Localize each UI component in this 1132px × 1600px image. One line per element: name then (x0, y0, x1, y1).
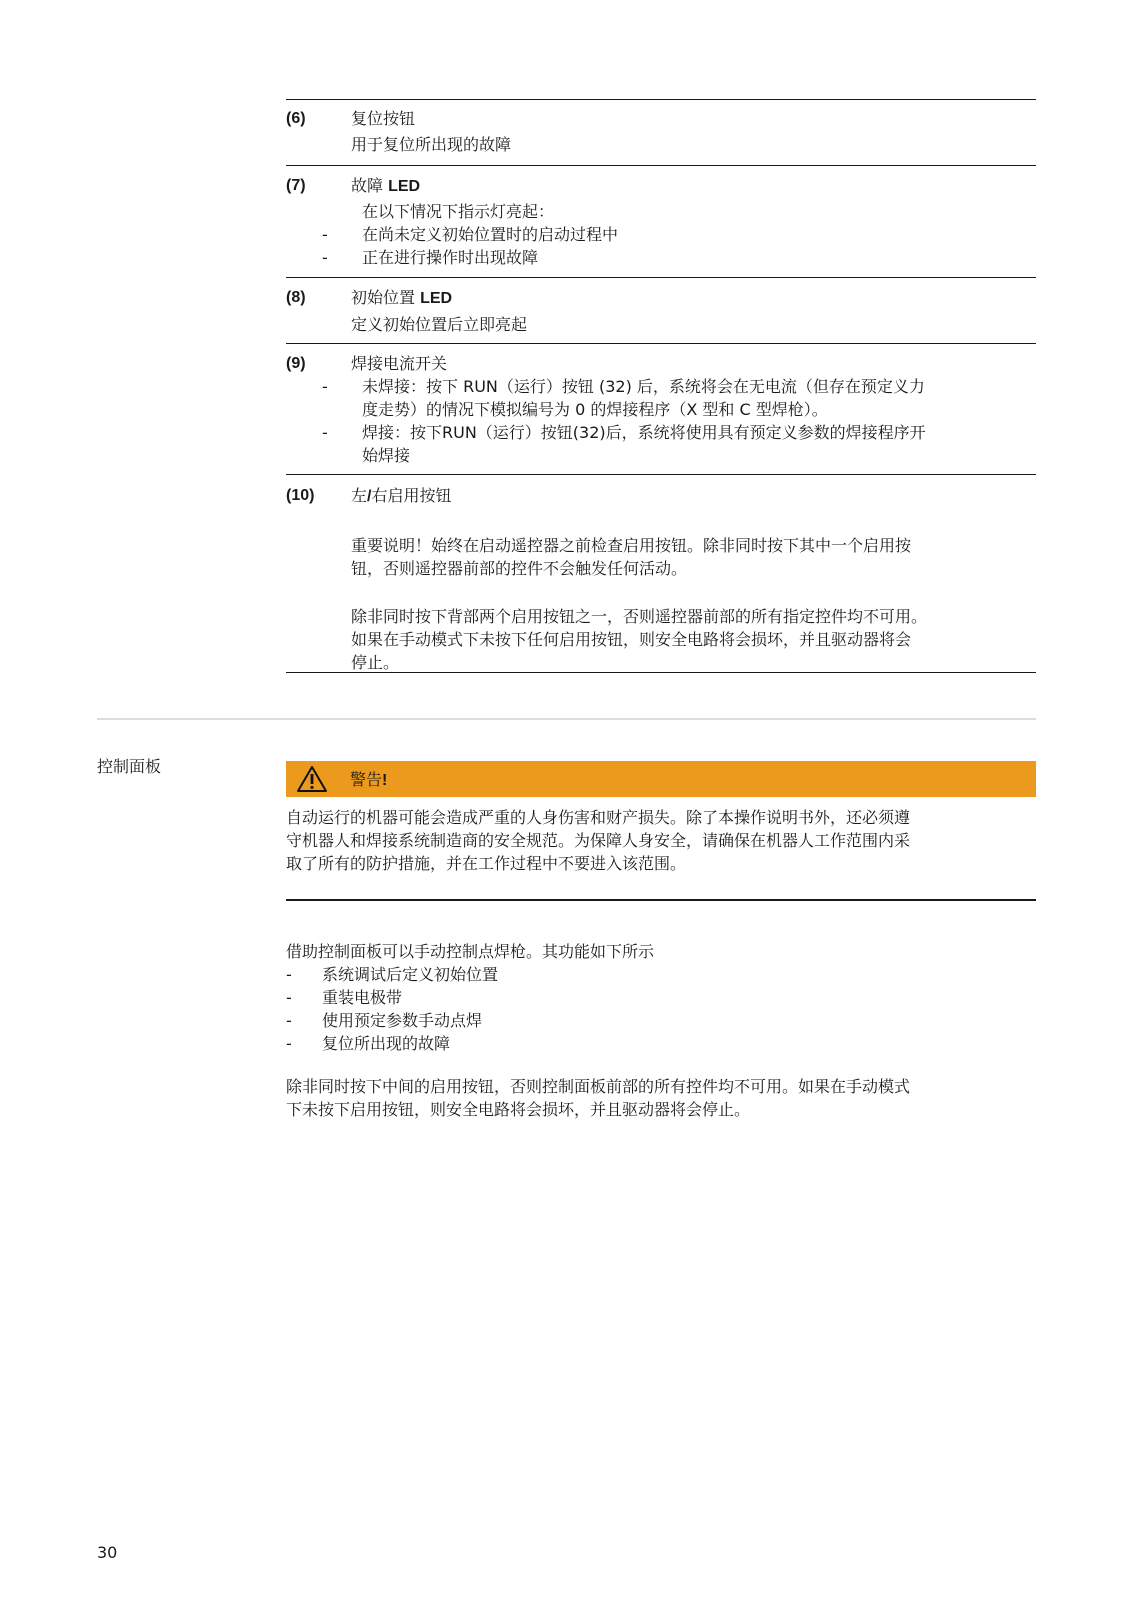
paragraph-line: 取了所有的防护措施，并在工作过程中不要进入该范围。 (286, 854, 687, 873)
warning-label (350, 768, 387, 792)
item-number-10: (10) (286, 487, 315, 504)
list-item: 复位所出现的故障 (322, 1034, 451, 1053)
paragraph-line: 钮，否则遥控器前部的控件不会触发任何活动。 (351, 559, 688, 578)
control-panel-intro: 借助控制面板可以手动控制点焊枪。其功能如下所示 (286, 942, 655, 961)
item-title-10-slash: / (367, 488, 372, 505)
item-number-9: (9) (286, 355, 306, 372)
list-item: 使用预定参数手动点焊 (322, 1011, 483, 1030)
item-title-8-led: LED (420, 290, 453, 307)
enable-note (351, 605, 1041, 674)
paragraph-line: 自动运行的机器可能会造成严重的人身伤害和财产损失。除了本操作说明书外，还必须遵 (286, 808, 911, 827)
paragraph-line: 除非同时按下背部两个启用按钮之一，否则遥控器前部的所有指定控件均不可用。 (351, 607, 928, 626)
warning-banner (286, 761, 1036, 797)
list-item: 在尚未定义初始位置时的启动过程中 (362, 225, 619, 244)
list-item-line: 度走势）的情况下模拟编号为 0 的焊接程序（X 型和 C 型焊枪）。 (362, 400, 828, 419)
item-number-6: (6) (286, 110, 306, 127)
section-separator (97, 718, 1036, 720)
paragraph-line: 下未按下启用按钮，则安全电路将会损坏，并且驱动器将会停止。 (286, 1100, 751, 1119)
item-title-8-text: 初始位置 (351, 288, 416, 307)
item-title-7-led: LED (388, 178, 421, 195)
bullet-dash: - (322, 225, 328, 244)
item-title-7 (351, 174, 1041, 198)
bullet-dash: - (322, 248, 328, 267)
divider (286, 672, 1036, 673)
bullet-dash: - (322, 423, 328, 442)
paragraph-line: 守机器人和焊接系统制造商的安全规范。为保障人身安全，请确保在机器人工作范围内采 (286, 831, 911, 850)
item-title-9: 焊接电流开关 (351, 354, 448, 373)
bullet-dash: - (286, 988, 292, 1007)
bullet-dash: - (286, 1034, 292, 1053)
divider (286, 165, 1036, 166)
divider (286, 99, 1036, 100)
closing-paragraph (286, 1075, 1036, 1121)
list-item-line: 始焊接 (362, 446, 411, 465)
paragraph-line: 停止。 (351, 653, 400, 672)
list-item: 重装电极带 (322, 988, 403, 1007)
warning-triangle-icon (296, 765, 328, 793)
paragraph-line: 如果在手动模式下未按下任何启用按钮，则安全电路将会损坏，并且驱动器将会 (351, 630, 912, 649)
bullet-dash: - (286, 965, 292, 984)
item-title-10-a: 左 (351, 486, 368, 505)
item-title-8 (351, 286, 1041, 310)
item-number-8: (8) (286, 289, 306, 306)
divider (286, 474, 1036, 475)
paragraph-line: 重要说明！始终在启动遥控器之前检查启用按钮。除非同时按下其中一个启用按 (351, 536, 912, 555)
divider (286, 277, 1036, 278)
important-note (351, 534, 1041, 580)
list-item: 正在进行操作时出现故障 (362, 248, 539, 267)
divider (286, 343, 1036, 344)
bullet-dash: - (322, 377, 328, 396)
item-number-7: (7) (286, 177, 306, 194)
list-item: 系统调试后定义初始位置 (322, 965, 499, 984)
item-title-10-b: 右启用按钮 (371, 486, 452, 505)
list-item (362, 421, 1042, 467)
item-intro-7: 在以下情况下指示灯亮起： (362, 202, 555, 221)
item-title-7-text: 故障 (351, 176, 384, 195)
divider (286, 899, 1036, 901)
item-desc-6: 用于复位所出现的故障 (351, 135, 512, 154)
section-title: 控制面板 (97, 757, 162, 776)
warning-label-text: 警告 (350, 770, 383, 789)
item-title-10 (351, 484, 1041, 508)
item-desc-8: 定义初始位置后立即亮起 (351, 315, 528, 334)
item-title-6: 复位按钮 (351, 109, 416, 128)
warning-label-bang: ! (382, 772, 388, 789)
list-item (362, 375, 1042, 421)
list-item-line: 焊接：按下RUN（运行）按钮(32)后，系统将使用具有预定义参数的焊接程序开 (362, 423, 926, 442)
list-item-line: 未焊接：按下 RUN（运行）按钮 (32) 后，系统将会在无电流（但存在预定义力 (362, 377, 925, 396)
paragraph-line: 除非同时按下中间的启用按钮，否则控制面板前部的所有控件均不可用。如果在手动模式 (286, 1077, 911, 1096)
bullet-dash: - (286, 1011, 292, 1030)
warning-text (286, 806, 1036, 875)
page-number: 30 (97, 1543, 118, 1562)
